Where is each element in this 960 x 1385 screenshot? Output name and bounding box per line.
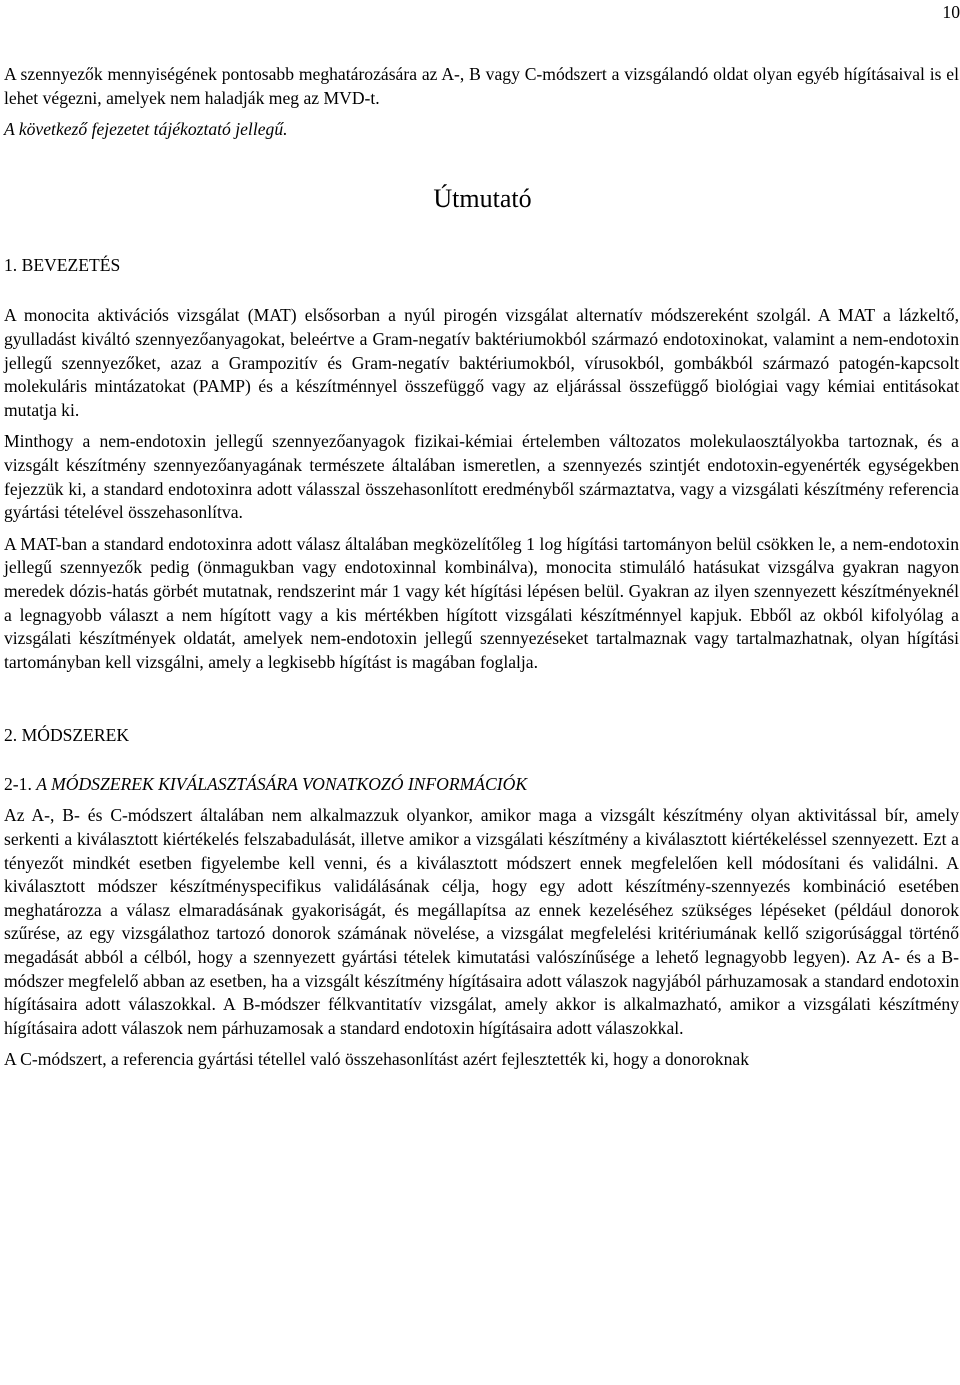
section-heading-methods: 2. MÓDSZEREK [4,725,130,746]
intro-note: A következő fejezetet tájékoztató jellegű. [4,119,288,140]
page-content [4,63,959,1072]
subsection-heading [4,773,959,797]
intro-paragraph: A szennyezők mennyiségének pontosabb meghatározására az A-, B vagy C-módszert a vizsgálandó oldat olyan egyéb hígításaival is el lehet végezni, amelyek nem haladják meg az MVD-t. [4,64,959,108]
page-number: 10 [942,2,960,22]
paragraph: A MAT-ban a standard endotoxinra adott válasz általában megközelítőleg 1 log hígítási tartományon belül csökken le, a nem-endotoxin jellegű szennyezők pedig (önmagukban vagy endotoxinnal kombinálva), monocita stimuláló hatásukat vizsgálva gyakran nagyon meredek dózis-hatás görbét mutatnak, rendszerint már 1 vagy két hígítási lépésen belül. Gyakran az ilyen szennyezett készítményeknél a legnagyobb választ a nem hígított vagy a kis mértékben hígított vizsgálati készítménnyel kapjuk. Ebből az okból kifolyólag a vizsgálati készítmények oldatát, amelyek nem-endotoxin jellegű szennyezéseket tartalmaznak vagy tartalmazhatnak, olyan hígítási tartományban kell vizsgálni, amely a legkisebb hígítást is magában foglalja. [4,533,959,672]
paragraph: A monocita aktivációs vizsgálat (MAT) elsősorban a nyúl pirogén vizsgálat alternatív módszereként szolgál. A MAT a lázkeltő, gyulladást kiváltó szennyezőanyagokat, beleértve a Gram-negatív baktériumokból származó endotoxinokat, valamint a nem-endotoxin jellegű szennyezőket, azaz a Grampozitív és Gram-negatív baktériumokból, vírusokból, gombákból származó patogén-kapcsolt molekuláris mintázatokat (PAMP) és a készítménnyel összefüggő vagy az eljárással összefüggő biológiai vagy kémiai entitásokat mutatja ki. [4,305,959,420]
paragraph: Minthogy a nem-endotoxin jellegű szennyezőanyagok fizikai-kémiai értelemben változatos molekulaosztályokba tartoznak, és a vizsgált készítmény szennyezőanyagának természete általában ismeretlen, a szennyezés szintjét endotoxin-egyenérték egységekben fejezzük ki, a standard endotoxinra adott válasszal összehasonlított eredményből származtatva, vagy a vizsgálati készítmény referencia gyártási tételével összehasonlítva. [4,431,959,523]
paragraph: A C-módszert, a referencia gyártási tétellel való összehasonlítást azért fejlesztették ki, hogy a donoroknak [4,1049,750,1070]
page-title: Útmutató [433,183,532,213]
paragraph: Az A-, B- és C-módszert általában nem alkalmazzuk olyankor, amikor maga a vizsgált készítmény olyan aktivitással bír, amely serkenti a kiválasztott kiértékelés felszabadulását, illetve amikor a vizsgálati készítmény a kiválasztott kiértékeléssel szennyezett. Ezt a tényezőt mindkét esetben figyelembe kell venni, és a kiválasztott módszert ennek megfelelően kell módosítani és validálni. A kiválasztott módszer készítményspecifikus validálásának célja, hogy egy adott készítmény-szennyezés kombináció esetében meghatározza a válasz elmaradásának gyakoriságát, és megállapítsa az ennek kezeléséhez szükséges lépéseket (például donorok szűrése, az egy vizsgálathoz tartozó donorok számának növelése, a vizsgálat megfelelési kritériumának kellő szigorúsággal történő megadását abból a célból, hogy a szennyezett gyártási tételek kimutatási valószínűsége a lehető legnagyobb legyen). Az A- és a B-módszer megfelelő abban az esetben, ha a vizsgált készítmény hígításaira adott válaszok nagyjából párhuzamosak a standard endotoxin hígításaira adott válaszokkal. A B-módszer félkvantitatív vizsgálat, amely akkor is alkalmazható, amikor a vizsgálati készítmény hígításaira adott válaszok nem párhuzamosak a standard endotoxin hígításaira adott válaszokkal. [4,805,959,1038]
subsection-number: 2-1. [4,773,37,794]
subsection-title: A MÓDSZEREK KIVÁLASZTÁSÁRA VONATKOZÓ INFORMÁCIÓK [36,773,528,794]
section-heading-introduction: 1. BEVEZETÉS [4,254,121,275]
